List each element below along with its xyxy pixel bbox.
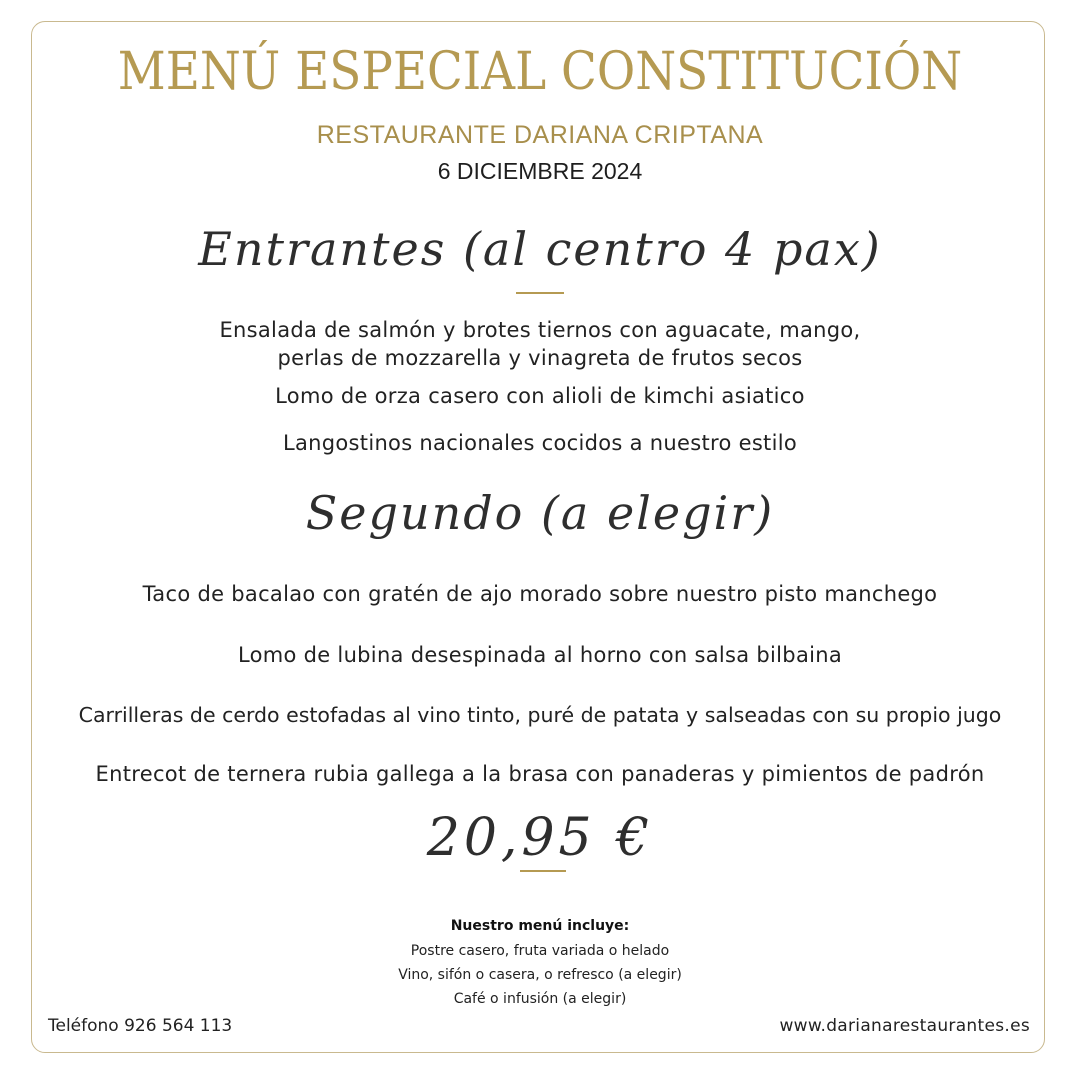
website-link[interactable]: www.darianarestaurantes.es	[779, 1016, 1030, 1036]
entrante-item: Langostinos nacionales cocidos a nuestro estilo	[282, 431, 798, 455]
segundo-item: Entrecot de ternera rubia gallega a la brasa con panaderas y pimientos de padrón	[95, 762, 985, 786]
segundo-item: Carrilleras de cerdo estofadas al vino tinto, puré de patata y salseadas con su propio jugo	[78, 703, 1002, 727]
segundo-heading: Segundo (a elegir)	[305, 486, 775, 540]
price-underline	[520, 870, 566, 872]
includes-line: Café o infusión (a elegir)	[453, 991, 627, 1007]
restaurant-name: RESTAURANTE DARIANA CRIPTANA	[316, 121, 764, 149]
entrante-item: Ensalada de salmón y brotes tiernos con aguacate, mango,	[219, 318, 861, 342]
segundo-item: Lomo de lubina desespinada al horno con salsa bilbaina	[237, 643, 843, 667]
entrante-item: Lomo de orza casero con alioli de kimchi asiatico	[275, 384, 805, 408]
phone-number: Teléfono 926 564 113	[48, 1016, 233, 1036]
entrantes-heading: Entrantes (al centro 4 pax)	[198, 222, 882, 276]
entrante-item: perlas de mozzarella y vinagreta de frutos secos	[277, 346, 803, 370]
menu-date: 6 DICIEMBRE 2024	[437, 158, 643, 184]
menu-title: MENÚ ESPECIAL CONSTITUCIÓN	[117, 42, 963, 102]
segundo-item: Taco de bacalao con gratén de ajo morado sobre nuestro pisto manchego	[142, 582, 938, 606]
includes-heading: Nuestro menú incluye:	[450, 918, 630, 934]
includes-line: Postre casero, fruta variada o helado	[410, 943, 670, 959]
includes-line: Vino, sifón o casera, o refresco (a elegir)	[398, 967, 682, 983]
menu-price: 20,95 €	[426, 808, 654, 868]
entrantes-underline	[516, 292, 564, 294]
